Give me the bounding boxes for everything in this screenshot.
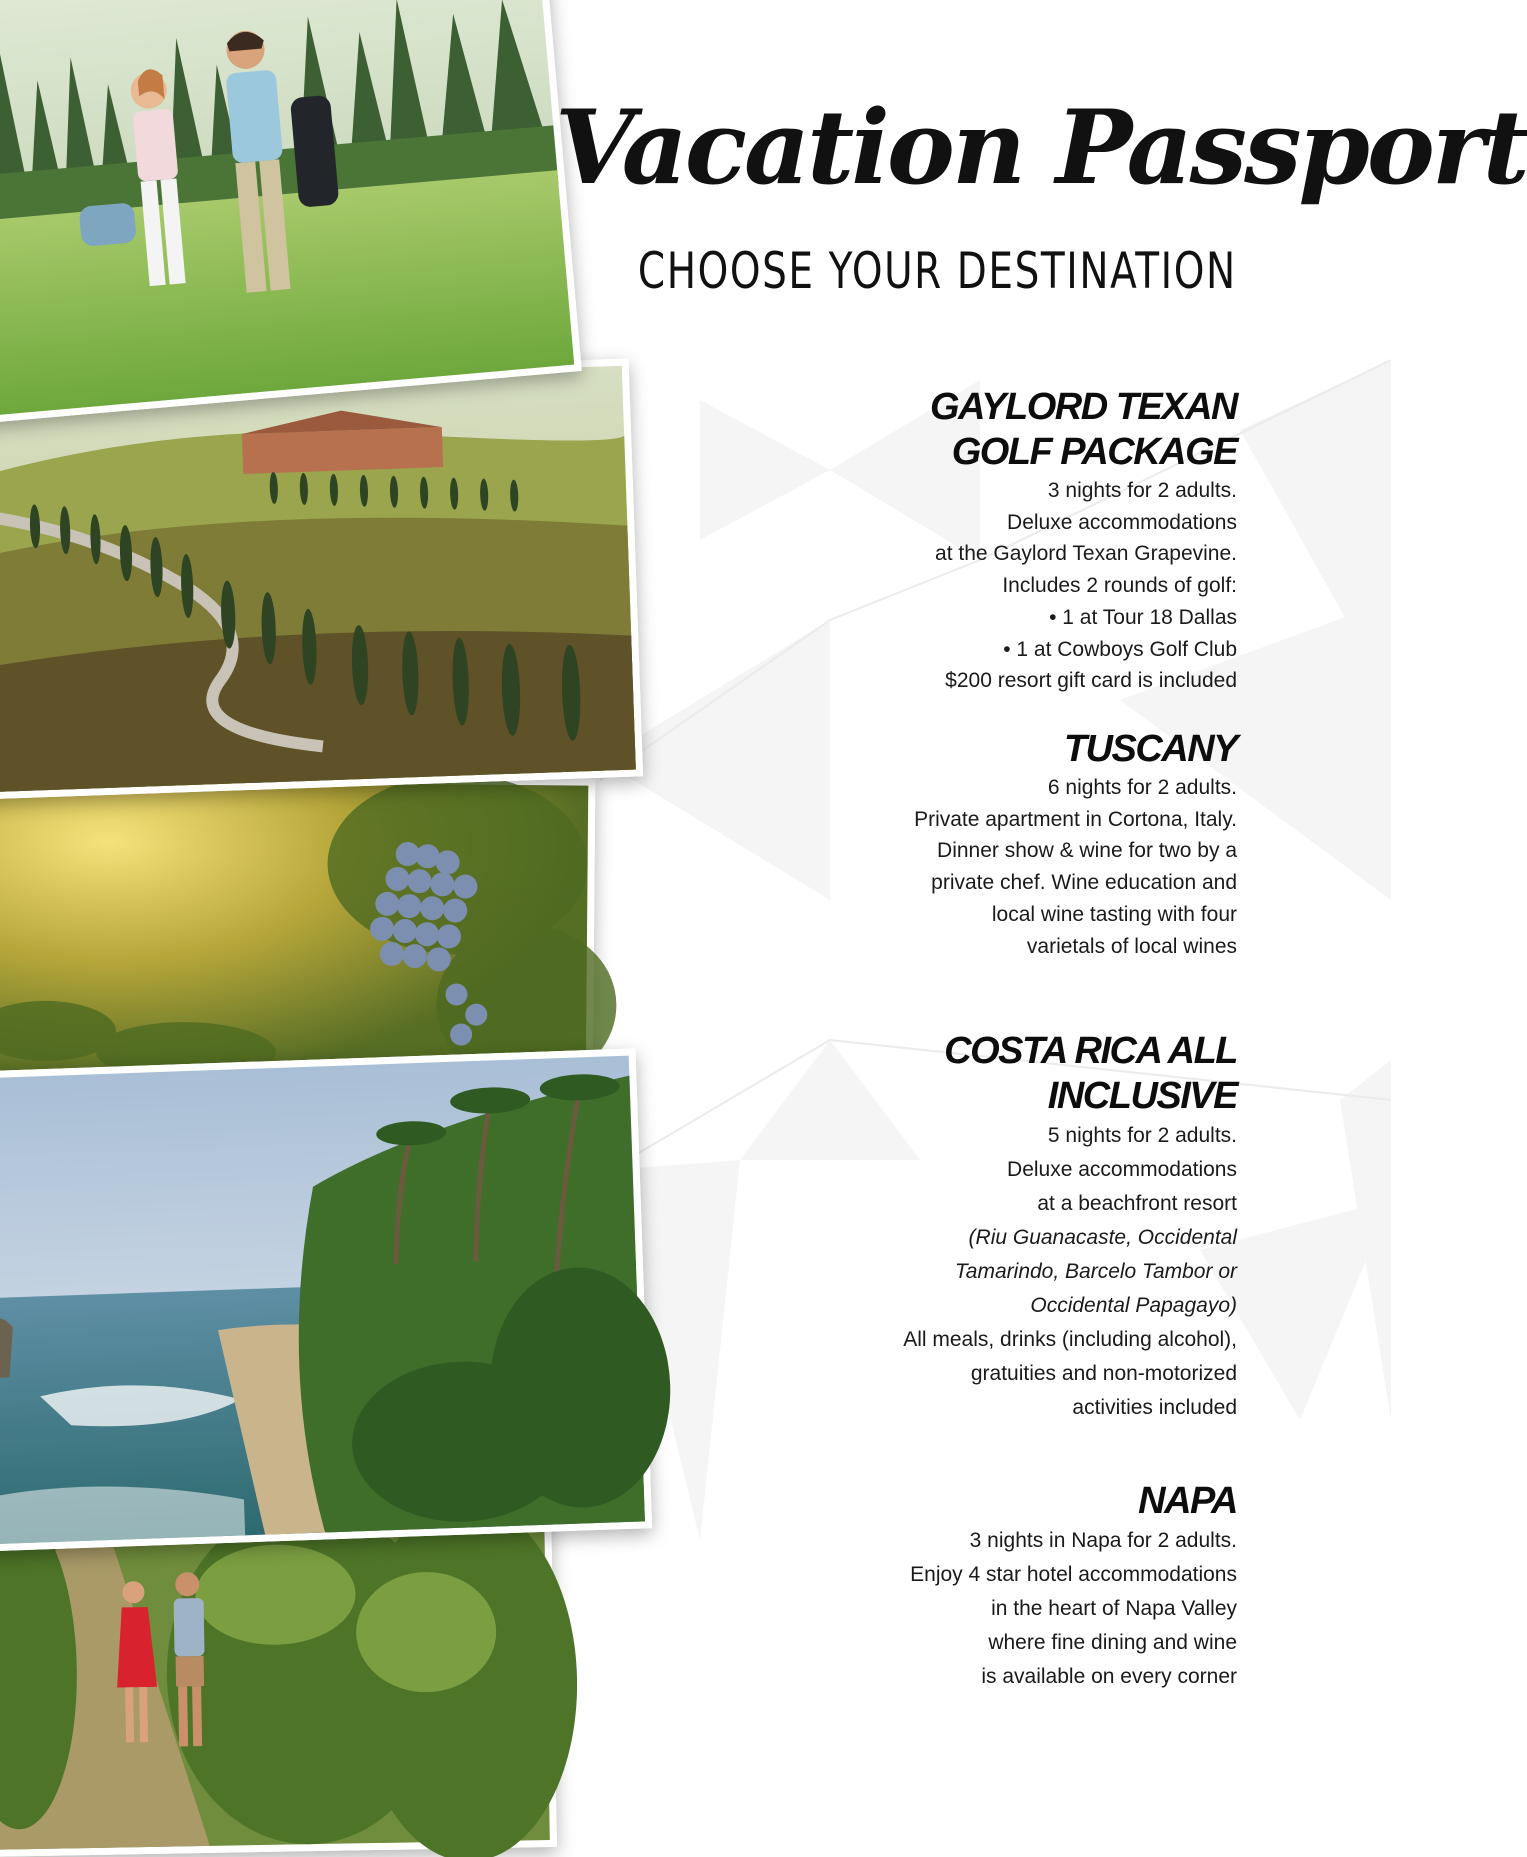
destination-title: TUSCANY [1063,728,1237,770]
golf-couple-photo [0,0,582,423]
destination-detail: • 1 at Cowboys Golf Club [1003,637,1237,661]
page-title: Vacation Passport [555,88,1527,208]
destination-title: GAYLORD TEXAN GOLF PACKAGE [929,386,1237,473]
resort-options: (Riu Guanacaste, Occidental [968,1226,1237,1249]
destination-detail: $200 resort gift card is included [945,669,1237,693]
destination-detail: Deluxe accommodations [1007,510,1237,534]
costa-rica-beach-photo [0,1048,652,1551]
destination-detail: Private apartment in Cortona, Italy. [914,807,1237,831]
destination-costa-rica [903,1029,1237,1425]
destination-detail: 5 nights for 2 adults. [1047,1124,1237,1147]
page-subtitle: CHOOSE YOUR DESTINATION [638,242,1237,300]
destination-detail: Dinner show & wine for two by a [937,839,1237,863]
destination-detail: at a beachfront resort [1037,1192,1237,1215]
destination-detail: in the heart of Napa Valley [991,1597,1237,1620]
destination-detail: private chef. Wine education and [931,871,1237,895]
destination-detail: Deluxe accommodations [1007,1158,1237,1181]
destination-detail: 3 nights in Napa for 2 adults. [969,1529,1237,1552]
destination-detail: where fine dining and wine [988,1631,1237,1654]
destination-gaylord-texan [930,385,1237,697]
destination-detail: is available on every corner [981,1665,1237,1688]
destination-detail: activities included [1072,1396,1237,1419]
destination-title: COSTA RICA ALL INCLUSIVE [944,1030,1237,1117]
destination-detail: gratuities and non-motorized [970,1362,1237,1385]
destination-detail: at the Gaylord Texan Grapevine. [935,542,1237,566]
destination-detail: varietals of local wines [1026,934,1237,958]
destination-detail: Enjoy 4 star hotel accommodations [910,1563,1237,1586]
tuscany-hills-photo [0,359,643,800]
destination-detail: 6 nights for 2 adults. [1047,776,1237,799]
destination-napa [910,1479,1237,1694]
destination-detail: 3 nights for 2 adults. [1047,479,1237,502]
destination-detail: local wine tasting with four [991,902,1237,926]
resort-options: Occidental Papagayo) [1030,1294,1237,1317]
destination-detail: Includes 2 rounds of golf: [1002,574,1237,598]
destination-tuscany [914,727,1237,962]
destination-title: NAPA [1138,1480,1237,1522]
destination-detail: • 1 at Tour 18 Dallas [1049,605,1237,629]
vineyard-grapes-photo [0,773,595,1092]
destination-detail: All meals, drinks (including alcohol), [903,1328,1237,1351]
napa-vineyard-photo [0,1503,557,1857]
resort-options: Tamarindo, Barcelo Tambor or [954,1260,1237,1283]
